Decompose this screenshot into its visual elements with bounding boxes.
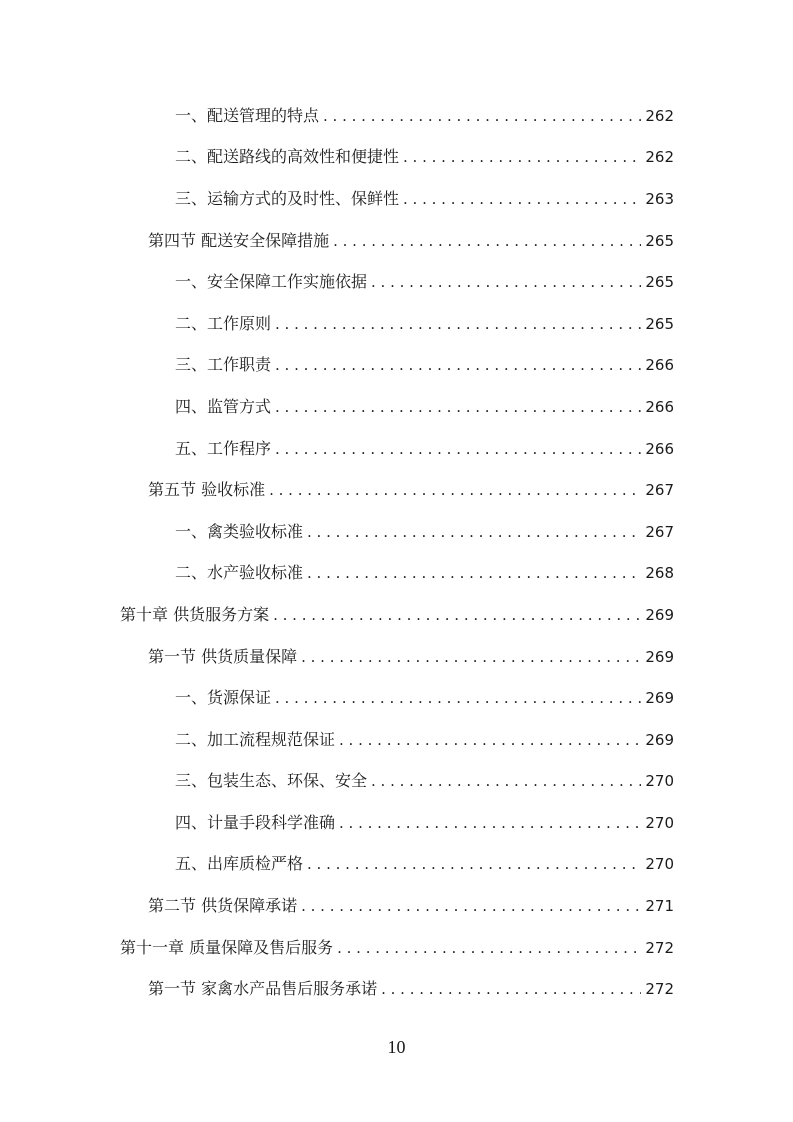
toc-entry-title: 三、运输方式的及时性、保鲜性 — [175, 188, 400, 208]
toc-subsection-entry[interactable] — [0, 178, 793, 220]
toc-dot-leader — [275, 354, 641, 376]
toc-entry-title: 三、工作职责 — [175, 355, 272, 375]
toc-entry-page: 271 — [645, 897, 674, 916]
page-number: 10 — [387, 1037, 406, 1057]
toc-section-entry[interactable] — [0, 636, 793, 678]
toc-entry-title: 第二节 供货保障承诺 — [148, 896, 298, 916]
toc-dot-leader — [301, 646, 641, 668]
toc-section-entry[interactable] — [0, 469, 793, 511]
toc-entry-title: 五、工作程序 — [175, 438, 272, 458]
toc-entry-title: 二、水产验收标准 — [175, 563, 304, 583]
toc-entry-page: 270 — [645, 813, 674, 832]
toc-entry-title: 二、工作原则 — [175, 313, 272, 333]
toc-dot-leader — [275, 313, 641, 335]
toc-dot-leader — [371, 770, 641, 792]
toc-subsection-entry[interactable] — [0, 677, 793, 719]
toc-dot-leader — [307, 562, 641, 584]
toc-entry-page: 265 — [645, 273, 674, 292]
toc-dot-leader — [307, 521, 641, 543]
toc-entry-page: 269 — [645, 689, 674, 708]
toc-entry-page: 268 — [645, 564, 674, 583]
toc-entry-title: 四、计量手段科学准确 — [175, 812, 336, 832]
toc-dot-leader — [323, 105, 641, 127]
toc-entry-title: 一、安全保障工作实施依据 — [175, 272, 368, 292]
toc-entry-title: 第一节 供货质量保障 — [148, 646, 298, 666]
toc-entry-page: 269 — [645, 605, 674, 624]
toc-entry-page: 262 — [645, 148, 674, 167]
toc-entry-page: 266 — [645, 439, 674, 458]
toc-entry-page: 262 — [645, 106, 674, 125]
toc-subsection-entry[interactable] — [0, 261, 793, 303]
toc-entry-page: 263 — [645, 189, 674, 208]
toc-section-entry[interactable] — [0, 220, 793, 262]
toc-entry-page: 269 — [645, 730, 674, 749]
toc-entry-title: 二、加工流程规范保证 — [175, 729, 336, 749]
toc-entry-page: 267 — [645, 481, 674, 500]
toc-dot-leader — [381, 978, 641, 1000]
toc-entry-title: 第一节 家禽水产品售后服务承诺 — [148, 979, 378, 999]
toc-entry-title: 第十一章 质量保障及售后服务 — [120, 937, 334, 957]
toc-entry-title: 二、配送路线的高效性和便捷性 — [175, 147, 400, 167]
toc-dot-leader — [403, 146, 641, 168]
toc-entry-page: 272 — [645, 980, 674, 999]
toc-subsection-entry[interactable] — [0, 844, 793, 886]
toc-subsection-entry[interactable] — [0, 137, 793, 179]
toc-subsection-entry[interactable] — [0, 761, 793, 803]
toc-entry-title: 一、配送管理的特点 — [175, 105, 320, 125]
toc-dot-leader — [275, 687, 641, 709]
table-of-contents — [0, 95, 793, 1010]
toc-subsection-entry[interactable] — [0, 345, 793, 387]
toc-dot-leader — [337, 937, 641, 959]
toc-section-entry[interactable] — [0, 968, 793, 1010]
toc-dot-leader — [301, 895, 641, 917]
toc-dot-leader — [275, 438, 641, 460]
toc-entry-title: 第五节 验收标准 — [148, 480, 266, 500]
toc-entry-page: 272 — [645, 938, 674, 957]
toc-subsection-entry[interactable] — [0, 386, 793, 428]
toc-dot-leader — [371, 271, 641, 293]
toc-dot-leader — [307, 853, 641, 875]
toc-entry-page: 267 — [645, 522, 674, 541]
toc-entry-page: 266 — [645, 397, 674, 416]
toc-entry-page: 265 — [645, 231, 674, 250]
toc-entry-page: 265 — [645, 314, 674, 333]
toc-entry-page: 270 — [645, 855, 674, 874]
toc-subsection-entry[interactable] — [0, 511, 793, 553]
toc-dot-leader — [275, 396, 641, 418]
toc-chapter-entry[interactable] — [0, 594, 793, 636]
toc-dot-leader — [403, 188, 641, 210]
toc-dot-leader — [339, 812, 641, 834]
toc-entry-title: 一、禽类验收标准 — [175, 521, 304, 541]
toc-entry-page: 269 — [645, 647, 674, 666]
toc-entry-title: 第十章 供货服务方案 — [120, 604, 270, 624]
toc-dot-leader — [269, 479, 641, 501]
toc-subsection-entry[interactable] — [0, 303, 793, 345]
toc-dot-leader — [273, 604, 641, 626]
toc-subsection-entry[interactable] — [0, 553, 793, 595]
toc-entry-title: 一、货源保证 — [175, 688, 272, 708]
toc-section-entry[interactable] — [0, 885, 793, 927]
toc-entry-title: 四、监管方式 — [175, 396, 272, 416]
toc-entry-title: 三、包装生态、环保、安全 — [175, 771, 368, 791]
toc-dot-leader — [339, 729, 641, 751]
toc-subsection-entry[interactable] — [0, 428, 793, 470]
toc-dot-leader — [333, 230, 641, 252]
toc-chapter-entry[interactable] — [0, 927, 793, 969]
toc-entry-title: 第四节 配送安全保障措施 — [148, 230, 330, 250]
toc-subsection-entry[interactable] — [0, 95, 793, 137]
toc-entry-page: 266 — [645, 356, 674, 375]
toc-subsection-entry[interactable] — [0, 719, 793, 761]
toc-subsection-entry[interactable] — [0, 802, 793, 844]
toc-entry-page: 270 — [645, 772, 674, 791]
toc-entry-title: 五、出库质检严格 — [175, 854, 304, 874]
